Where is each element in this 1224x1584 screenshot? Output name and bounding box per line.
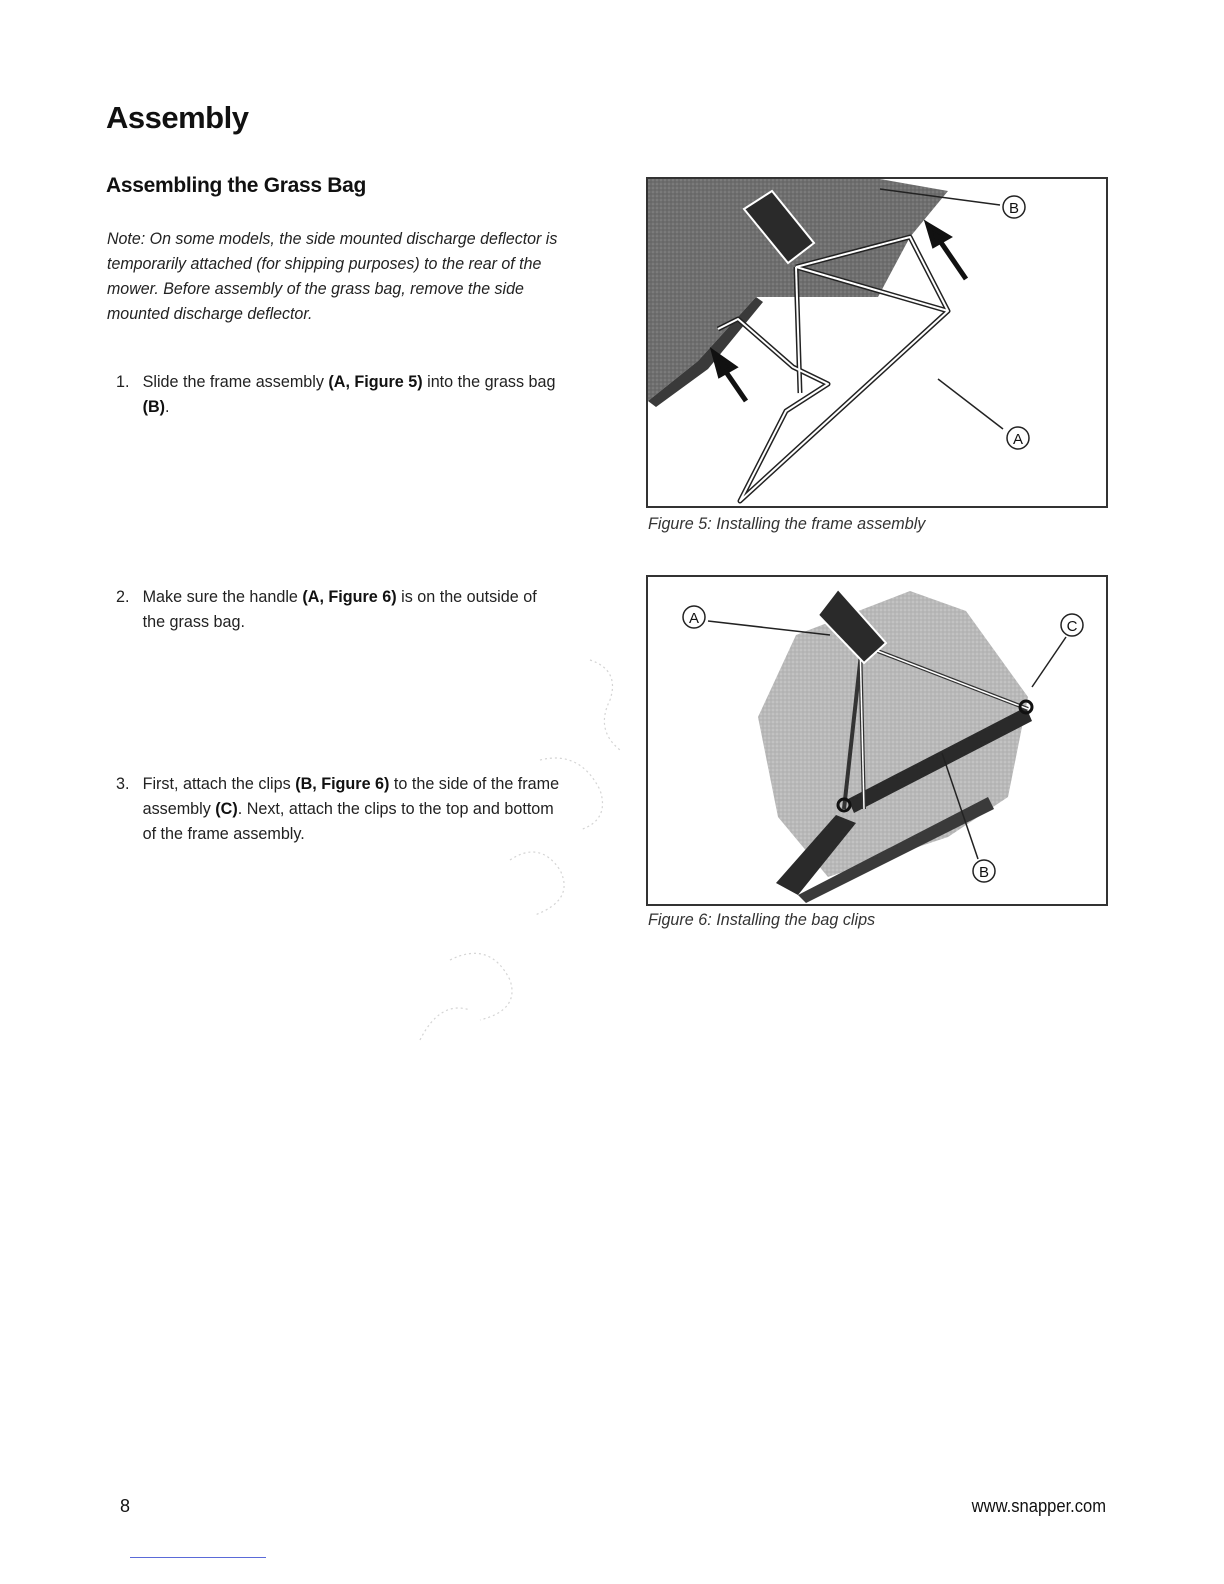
step-text-part: . Next, attach the clips to the top and bottom of the frame assembly. — [142, 799, 554, 843]
step-3 — [116, 771, 563, 846]
callout-line — [708, 621, 830, 635]
figure-reference: (B, Figure 6) — [295, 774, 390, 793]
figure-6 — [646, 575, 1108, 906]
step-text-part: . — [165, 397, 170, 416]
page-title: Assembly — [106, 100, 249, 135]
step-text — [143, 771, 563, 846]
step-2 — [116, 584, 563, 634]
figure-reference: (A, Figure 6) — [302, 587, 397, 606]
callout-b — [1003, 196, 1025, 218]
svg-text:A: A — [688, 610, 700, 627]
svg-text:A: A — [1012, 431, 1024, 448]
footer-rule — [130, 1557, 266, 1558]
step-number: 2. — [116, 587, 130, 606]
callout-line — [1032, 637, 1066, 687]
step-text-part: First, attach the clips — [142, 774, 296, 793]
figure-6-caption: Figure 6: Installing the bag clips — [648, 910, 876, 929]
part-reference: (C) — [215, 799, 238, 818]
svg-text:C: C — [1066, 618, 1078, 635]
callout-a — [1007, 427, 1029, 449]
callout-line — [938, 379, 1003, 429]
figure-5 — [646, 177, 1108, 508]
callout-b — [973, 860, 995, 882]
bag-clips-illustration — [648, 577, 1106, 904]
step-text-part: to the side of the frame assembly — [142, 774, 560, 818]
step-text-part: into the grass bag — [422, 372, 556, 391]
step-text-part: Slide the frame assembly — [142, 372, 329, 391]
step-text — [143, 584, 563, 634]
svg-text:B: B — [978, 864, 990, 881]
step-1 — [116, 369, 563, 419]
figure-5-caption: Figure 5: Installing the frame assembly — [648, 514, 926, 533]
step-text-part: Make sure the handle — [142, 587, 303, 606]
step-text — [143, 369, 563, 419]
callout-a — [683, 606, 705, 628]
figure-reference: (A, Figure 5) — [328, 372, 423, 391]
step-text-part: is on the outside of the grass bag. — [142, 587, 537, 631]
website-link[interactable]: www.snapper.com — [971, 1496, 1106, 1516]
watermark-graphic — [390, 640, 690, 1060]
section-title: Assembling the Grass Bag — [106, 174, 367, 197]
note-text: Note: On some models, the side mounted discharge deflector is temporarily attached (for shipping purposes) to the rear of the mower. Before assembly of the grass bag, remove the side mounted discharge deflector. — [107, 229, 558, 323]
page-number: 8 — [120, 1496, 131, 1516]
svg-text:B: B — [1008, 200, 1020, 217]
callout-c — [1061, 614, 1083, 636]
step-number: 1. — [116, 372, 130, 391]
step-number: 3. — [116, 774, 130, 793]
part-reference: (B) — [142, 397, 166, 416]
frame-assembly-illustration — [648, 179, 1106, 506]
